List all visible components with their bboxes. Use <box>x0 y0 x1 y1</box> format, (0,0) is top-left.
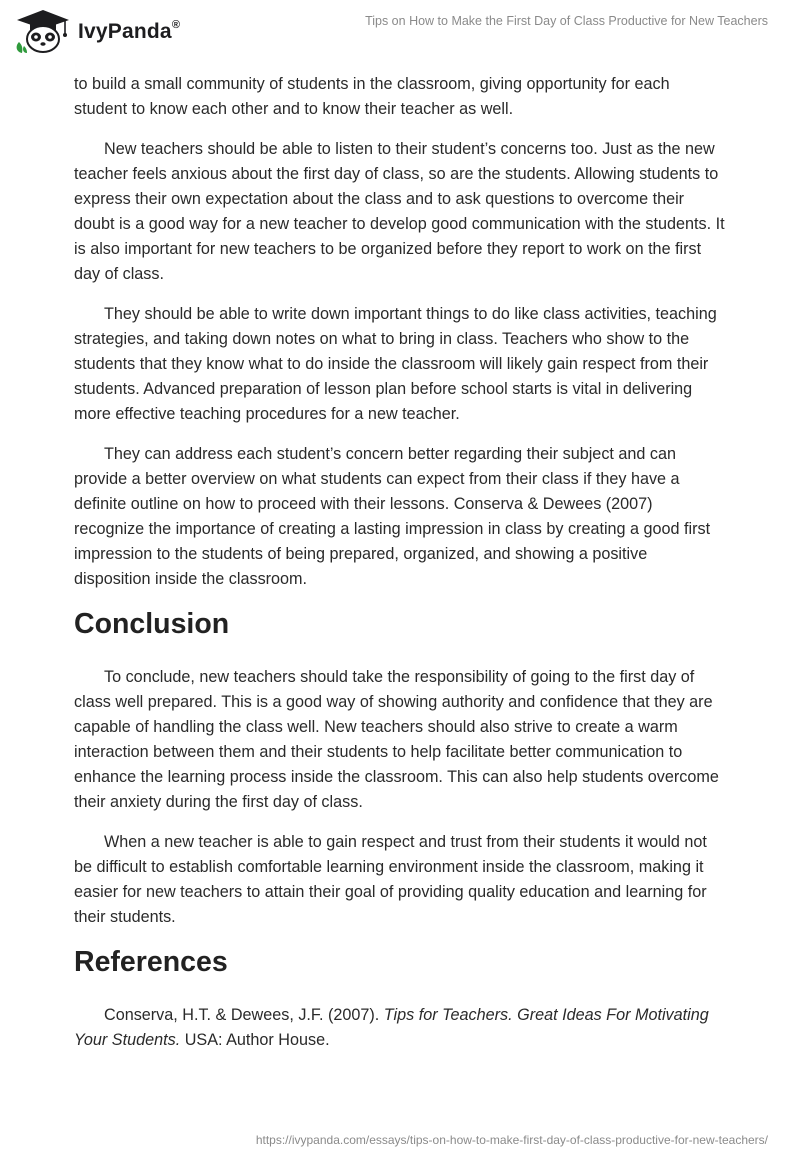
reference-title: Tips for Teachers. Great Ideas For Motivating Your Students. <box>74 1006 709 1049</box>
paragraph: to build a small community of students in the classroom, giving opportunity for each student to know each other and to know their teacher as well. <box>74 75 670 118</box>
panda-logo-icon[interactable] <box>13 8 73 54</box>
source-url[interactable]: https://ivypanda.com/essays/tips-on-how-to-make-first-day-of-class-productive-for-new-teachers/ <box>255 1133 768 1147</box>
paragraph: To conclude, new teachers should take the responsibility of going to the first day of class well prepared. This is a good way of showing authority and confidence that they are capable of handling the class well. New teachers should also strive to create a warm interaction between them and their students to help facilitate better communication to enhance the learning process inside the classroom. This can also help students overcome their anxiety during the first day of class. <box>74 668 719 811</box>
article-body <box>74 72 726 1068</box>
reference-publisher: USA: Author House. <box>180 1031 330 1049</box>
reference-authors: Conserva, H.T. & Dewees, J.F. (2007). <box>104 1006 384 1024</box>
paragraph: They should be able to write down important things to do like class activities, teaching strategies, and taking down notes on what to bring in class. Teachers who show to the students that they know what to do inside the classroom will likely gain respect from their students. Advanced preparation of lesson plan before school starts is vital in delivering more effective teaching procedures for a new teacher. <box>74 305 717 423</box>
page-header <box>0 0 800 70</box>
reference-entry <box>74 1003 726 1053</box>
document-title: Tips on How to Make the First Day of Class Productive for New Teachers <box>365 14 768 28</box>
paragraph: They can address each student’s concern better regarding their subject and can provide a better overview on what students can expect from their class if they have a definite outline on how to proceed with their lessons. Conserva & Dewees (2007) recognize the importance of creating a lasting impression in class by creating a good first impression to the students of being prepared, organized, and showing a positive disposition inside the classroom. <box>74 445 711 588</box>
heading-references: References <box>74 946 228 978</box>
brand-name[interactable]: IvyPanda® <box>78 19 181 43</box>
paragraph: New teachers should be able to listen to their student’s concerns too. Just as the new teacher feels anxious about the first day of class, so are the students. Allowing students to express their own expectation about the class and to ask questions to overcome their doubt is a good way for a new teacher to develop good communication with the students. It is also important for new teachers to be organized before they report to work on the first day of class. <box>74 140 725 283</box>
paragraph: When a new teacher is able to gain respect and trust from their students it would not be difficult to establish comfortable learning environment inside the classroom, making it easier for new teachers to attain their goal of providing quality education and learning for their students. <box>74 833 707 926</box>
heading-conclusion: Conclusion <box>74 608 230 640</box>
